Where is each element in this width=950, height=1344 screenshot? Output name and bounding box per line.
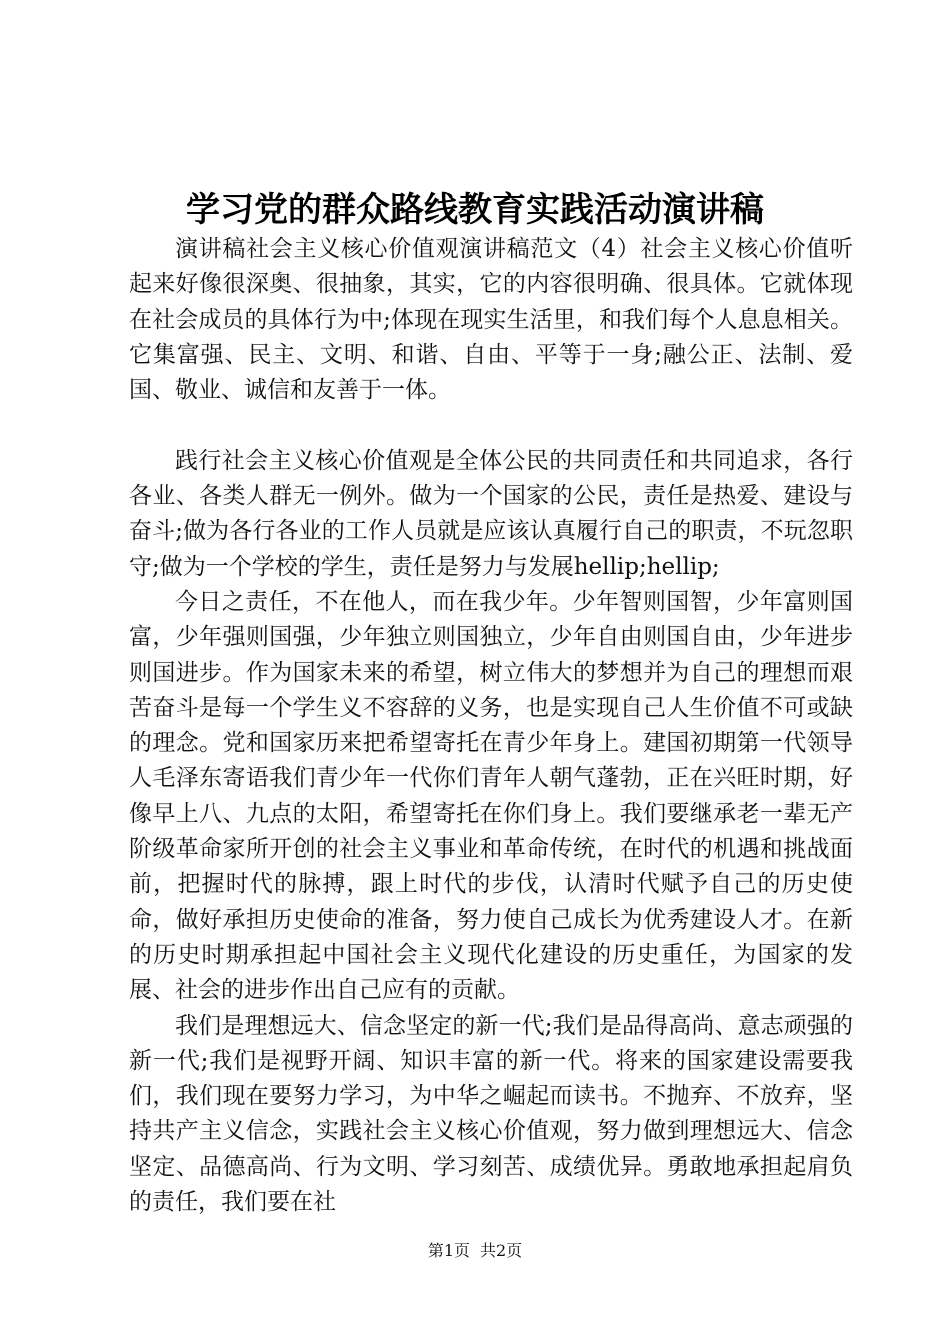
document-body — [129, 232, 853, 1220]
page-footer — [0, 1240, 950, 1262]
paragraph-2: 践行社会主义核心价值观是全体公民的共同责任和共同追求，各行各业、各类人群无一例外。做为一个国家的公民，责任是热爱、建设与奋斗;做为各行各业的工作人员就是应该认真履行自己的职责，不玩忽职守;做为一个学校的学生，责任是努力与发展hellip;hellip; — [129, 447, 853, 580]
page-number: 第1页 — [427, 1241, 470, 1260]
document-title: 学习党的群众路线教育实践活动演讲稿 — [186, 190, 764, 230]
paragraph-4: 我们是理想远大、信念坚定的新一代;我们是品得高尚、意志顽强的新一代;我们是视野开阔、知识丰富的新一代。将来的国家建设需要我们，我们现在要努力学习，为中华之崛起而读书。不抛弃、不放弃，坚持共产主义信念，实践社会主义核心价值观，努力做到理想远大、信念坚定、品德高尚、行为文明、学习刻苦、成绩优异。勇敢地承担起肩负的责任，我们要在社 — [129, 1012, 853, 1216]
page-total: 共2页 — [480, 1241, 523, 1260]
paragraph-spacer — [129, 408, 853, 443]
paragraph-3: 今日之责任，不在他人，而在我少年。少年智则国智，少年富则国富，少年强则国强，少年独立则国独立，少年自由则国自由，少年进步则国进步。作为国家未来的希望，树立伟大的梦想并为自己的理想而艰苦奋斗是每一个学生义不容辞的义务，也是实现自己人生价值不可或缺的理念。党和国家历来把希望寄托在青少年身上。建国初期第一代领导人毛泽东寄语我们青少年一代你们青年人朝气蓬勃，正在兴旺时期，好像早上八、九点的太阳，希望寄托在你们身上。我们要继承老一辈无产阶级革命家所开创的社会主义事业和革命传统，在时代的机遇和挑战面前，把握时代的脉搏，跟上时代的步伐，认清时代赋予自己的历史使命，做好承担历史使命的准备，努力使自己成长为优秀建设人才。在新的历史时期承担起中国社会主义现代化建设的历史重任，为国家的发展、社会的进步作出自己应有的贡献。 — [129, 588, 853, 1004]
paragraph-1: 演讲稿社会主义核心价值观演讲稿范文（4）社会主义核心价值听起来好像很深奥、很抽象，其实，它的内容很明确、很具体。它就体现在社会成员的具体行为中;体现在现实生活里，和我们每个人息息相关。它集富强、民主、文明、和谐、自由、平等于一身;融公正、法制、爱国、敬业、诚信和友善于一体。 — [129, 236, 853, 404]
